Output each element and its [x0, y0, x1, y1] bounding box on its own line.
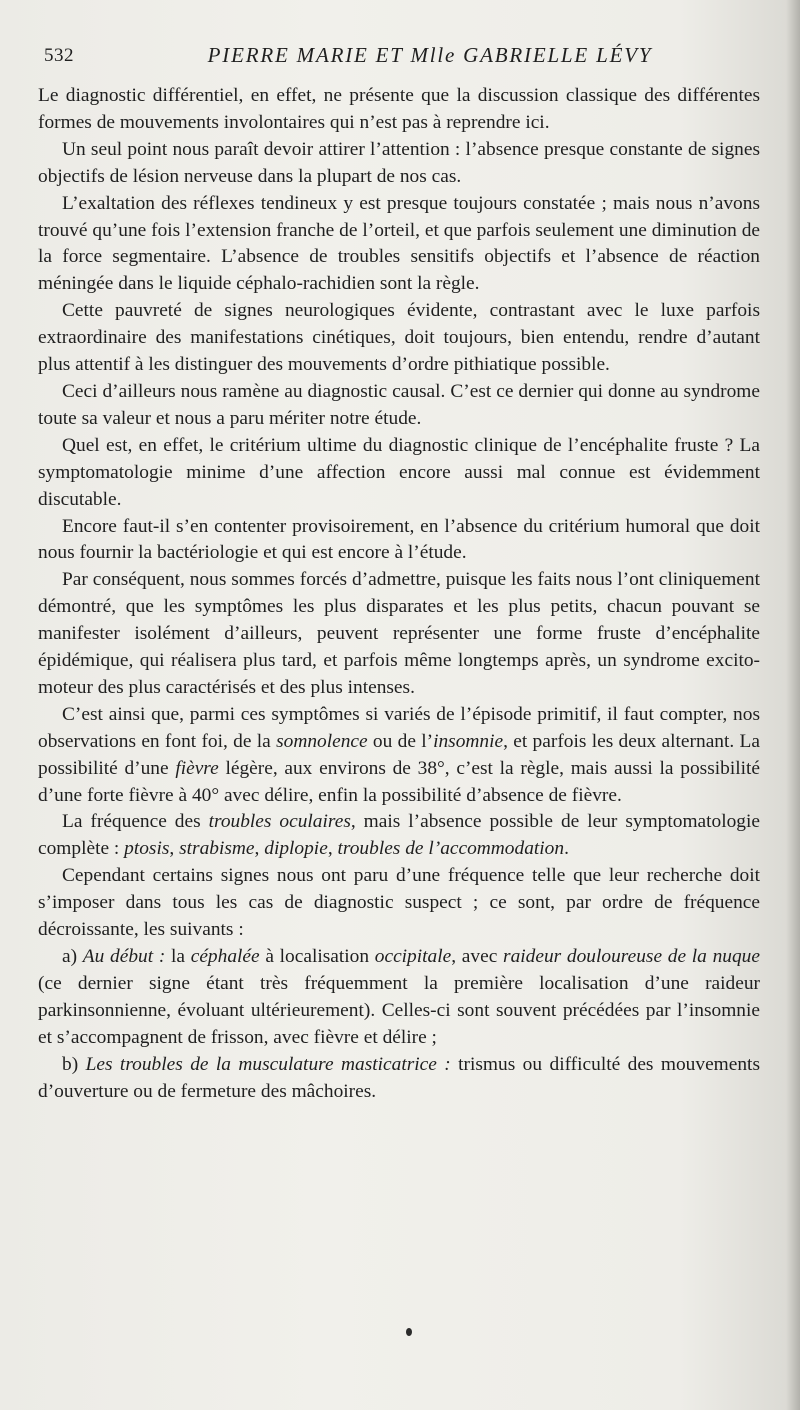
paragraph: Encore faut-il s’en contenter provisoirement, en l’absence du critérium humoral que doit nous fournir la bactériologie et qui est encore à l’étude. — [38, 515, 760, 564]
paragraph — [38, 809, 760, 863]
paragraph: Un seul point nous paraît devoir attirer l’attention : l’absence presque constante de signes objectifs de lésion nerveuse dans la plupart de nos cas. — [38, 138, 760, 187]
text-run: , et parfois les deux alternant. La possibilité d’une — [38, 730, 760, 779]
italic-term: diplopie — [264, 838, 328, 860]
text-run: , — [327, 838, 338, 860]
running-title: PIERRE MARIE ET Mlle GABRIELLE LÉVY — [207, 43, 653, 67]
italic-term: fièvre — [175, 757, 219, 779]
text-run: trismus ou difficulté des mouvements d’ouverture ou de fermeture des mâchoires. — [38, 1053, 760, 1102]
paragraph — [38, 702, 760, 810]
italic-term: ptosis — [124, 838, 170, 860]
paragraph: L’exaltation des réflexes tendineux y est presque toujours constatée ; mais nous n’avons trouvé qu’une fois l’extension franche de l’orteil, et que parfois seulement une diminution de la force segmentaire. L’absence de troubles sensitifs objectifs et l’absence de réaction méningée dans le liquide céphalo-rachidien sont la règle. — [38, 192, 760, 295]
italic-term: troubles de l’accommodation — [337, 838, 565, 860]
italic-term: Les troubles de la musculature masticatrice : — [85, 1053, 451, 1075]
list-label: a) — [62, 946, 83, 967]
page-header — [40, 43, 762, 73]
list-item-b — [38, 1052, 760, 1106]
italic-term: Au début : — [82, 946, 166, 967]
paragraph: Le diagnostic différentiel, en effet, ne présente que la discussion classique des différentes formes de mouvements involontaires qui n’est pas à reprendre ici. — [38, 85, 760, 133]
text-run: à localisation — [259, 946, 375, 967]
text-run: la — [165, 946, 191, 967]
italic-term: troubles oculaires — [208, 811, 351, 833]
italic-term: strabisme — [179, 838, 255, 860]
text-run: , — [169, 838, 180, 860]
paragraph: Par conséquent, nous sommes forcés d’admettre, puisque les faits nous l’ont cliniquement démontré, que les symptômes les plus disparates et les plus petits, chacun pouvant se manifester isolément d’ailleurs, peuvent représenter une forme fruste d’encéphalite épidémique, qui réalisera plus tard, et parfois même longtemps après, un syndrome excito-moteur des plus caractérisés et des plus intenses. — [38, 569, 760, 698]
text-run: , — [254, 838, 265, 860]
italic-term: insomnie — [433, 730, 504, 752]
text-run: légère, aux environs de 38°, c’est la règle, mais aussi la possibilité d’une forte fièvre à 40° avec délire, enfin la possibilité d’absence de fièvre. — [38, 757, 760, 806]
italic-term: raideur douloureuse de la nuque — [503, 946, 760, 967]
paragraph: Quel est, en effet, le critérium ultime du diagnostic clinique de l’encéphalite fruste ? La symptomatologie minime d’une affection encore aussi mal connue est évidemment discutable. — [38, 434, 760, 510]
text-run: ou de l’ — [367, 730, 434, 752]
italic-term: céphalée — [190, 946, 260, 967]
text-run: C’est ainsi que, parmi ces symptômes si variés de l’épisode primitif, il faut compter, nos observations en font foi, de la — [38, 703, 760, 752]
italic-term: occipitale — [374, 946, 452, 967]
paragraph: Cette pauvreté de signes neurologiques évidente, contrastant avec le luxe parfois extraordinaire des manifestations cinétiques, doit toujours, bien entendu, rendre d’autant plus attentif à les distinguer des mouvements d’ordre pithiatique possible. — [38, 300, 760, 376]
list-item-a — [38, 944, 760, 1052]
page-edge-shadow — [786, 0, 800, 1410]
italic-term: somnolence — [276, 730, 368, 752]
list-label: b) — [62, 1053, 86, 1075]
text-run: La fréquence des — [62, 811, 209, 833]
page-number: 532 — [44, 45, 74, 66]
text-run: , mais l’absence possible de leur symptomatologie complète : — [38, 811, 760, 860]
body-text — [38, 83, 760, 1105]
paragraph: Cependant certains signes nous ont paru d’une fréquence telle que leur recherche doit s’imposer dans tous les cas de diagnostic suspect ; ce sont, par ordre de fréquence décroissante, les suivants : — [38, 865, 760, 941]
paragraph: Ceci d’ailleurs nous ramène au diagnostic causal. C’est ce dernier qui donne au syndrome toute sa valeur et nous a paru mériter notre étude. — [38, 380, 760, 429]
text-run: (ce dernier signe étant très fréquemment la première localisation d’une raideur parkinsonnienne, évoluant ultérieurement). Celles-ci sont souvent précédées par l’insomnie et s’accompagnent de frisson, avec fièvre et délire ; — [38, 972, 760, 1048]
ink-dot — [406, 1328, 412, 1336]
text-run: . — [564, 838, 569, 860]
text-run: , avec — [451, 946, 504, 967]
